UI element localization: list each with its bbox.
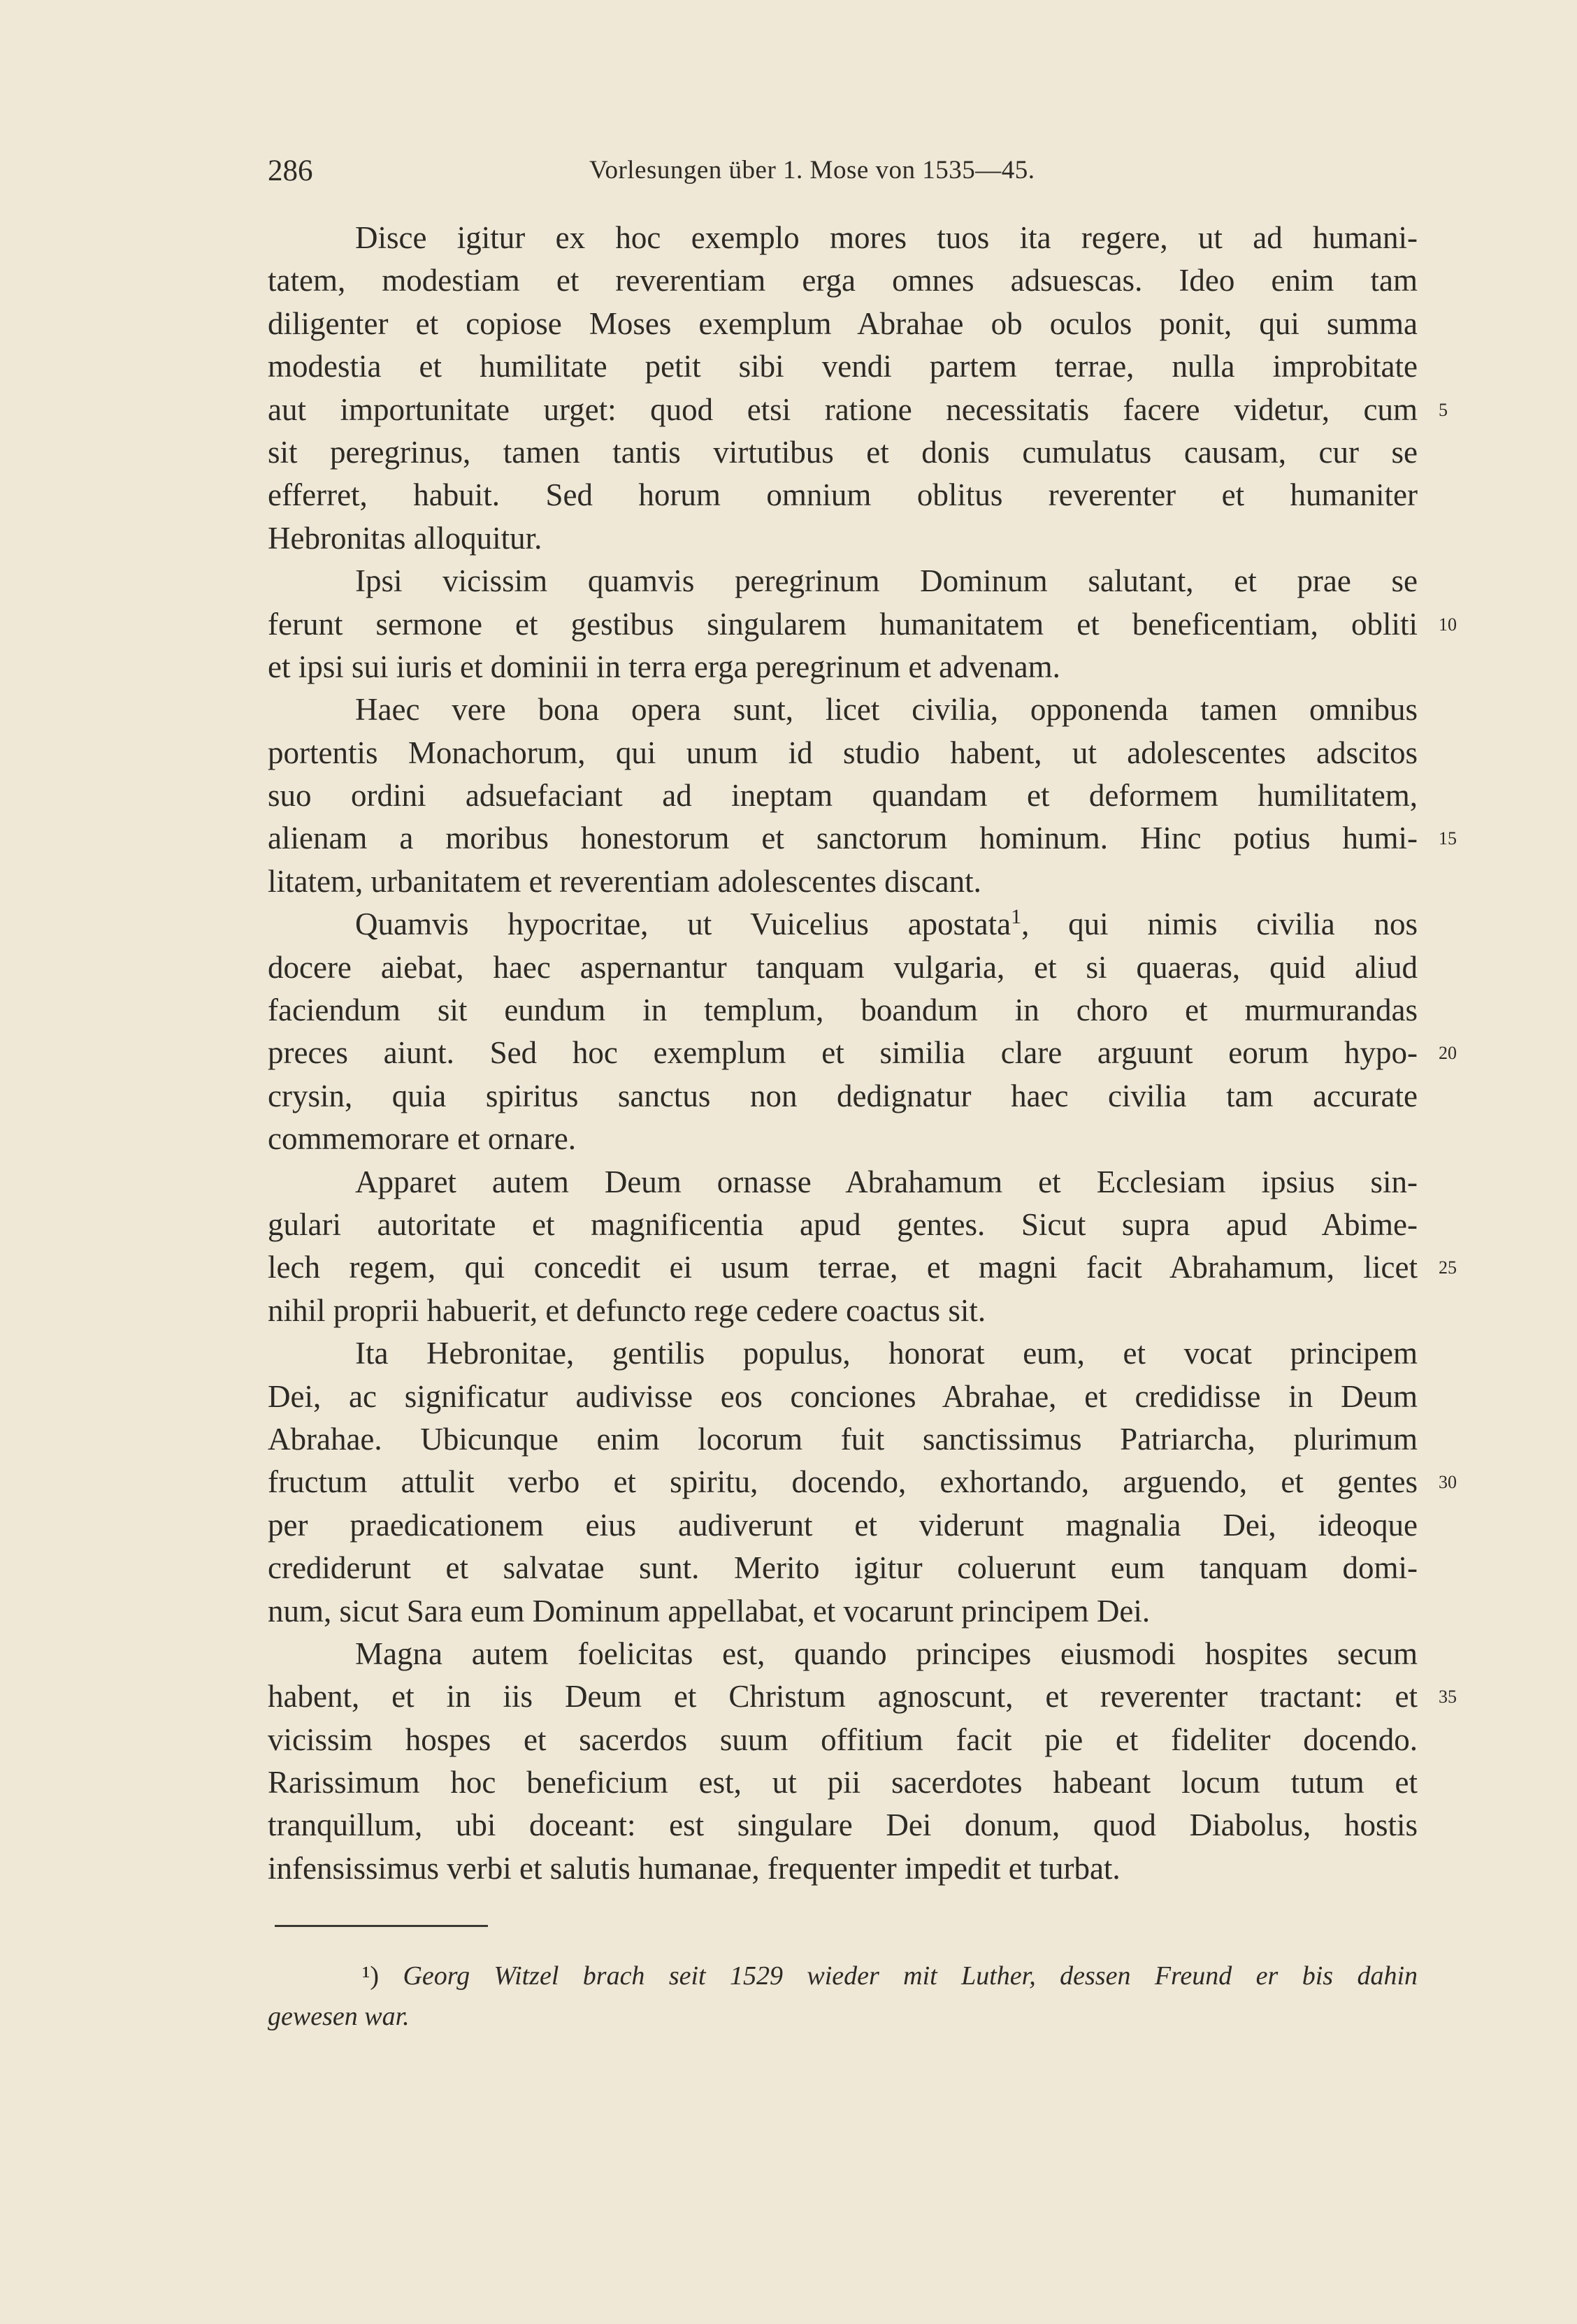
- text-line: [268, 732, 1418, 774]
- text-line: [268, 389, 1448, 431]
- text-line: [268, 989, 1418, 1032]
- line-text: Dei, ac significatur audivisse eos conciones Abrahae, et credidisse in Deum: [268, 1378, 1418, 1414]
- text-line: [268, 817, 1457, 860]
- line-text: modestia et humilitate petit sibi vendi partem terrae, nulla improbitate: [268, 349, 1418, 384]
- line-text: portentis Monachorum, qui unum id studio habent, ut adolescentes adscitos: [268, 735, 1418, 770]
- footnote-reference[interactable]: 1: [1011, 905, 1022, 929]
- text-line: [268, 1376, 1418, 1418]
- line-text: Abrahae. Ubicunque enim locorum fuit sanctissimus Patriarcha, plurimum: [268, 1421, 1418, 1457]
- line-text: crysin, quia spiritus sanctus non dedignatur haec civilia tam accurate: [268, 1078, 1418, 1113]
- text-line: [268, 1633, 1418, 1675]
- text-line: [268, 1032, 1457, 1074]
- line-text: vicissim hospes et sacerdos suum offitium facit pie et fideliter docendo.: [268, 1722, 1418, 1757]
- line-text: preces aiunt. Sed hoc exemplum et similia clare arguunt eorum hypo-: [268, 1035, 1418, 1071]
- text-line: [268, 1761, 1418, 1804]
- line-text: diligenter et copiose Moses exemplum Abrahae ob oculos ponit, qui summa: [268, 305, 1418, 341]
- text-line: [268, 560, 1418, 602]
- text-line: [268, 345, 1418, 388]
- line-text: docere aiebat, haec aspernantur tanquam vulgaria, et si quaeras, quid aliud: [268, 949, 1418, 985]
- text-line: [268, 1161, 1418, 1204]
- text-line: [268, 1290, 1418, 1332]
- running-head: [268, 154, 1418, 196]
- line-text: per praedicationem eius audiverunt et viderunt magnalia Dei, ideoque: [268, 1507, 1418, 1543]
- line-number: 5: [1439, 399, 1448, 420]
- text-line: [268, 1547, 1418, 1589]
- line-text: faciendum sit eundum in templum, boandum in choro et murmurandas: [268, 993, 1418, 1028]
- text-line: [268, 946, 1418, 989]
- running-title: Vorlesungen über 1. Mose von 1535—45.: [589, 156, 1035, 185]
- line-text: Quamvis hypocritae, ut Vuicelius apostata$^1$, qui nimis civilia nos: [355, 905, 1418, 942]
- text-line: [268, 474, 1418, 517]
- text-line: [268, 1418, 1418, 1461]
- line-text: aut importunitate urget: quod etsi ratione necessitatis facere videtur, cum: [268, 391, 1418, 427]
- line-text: fructum attulit verbo et spiritu, docendo, exhortando, arguendo, et gentes: [268, 1464, 1418, 1500]
- line-text: gulari autoritate et magnificentia apud gentes. Sicut supra apud Abime-: [268, 1206, 1418, 1242]
- text-line: [268, 603, 1457, 646]
- line-text: tranquillum, ubi doceant: est singulare Dei donum, quod Diabolus, hostis: [268, 1807, 1418, 1843]
- line-text: Ipsi vicissim quamvis peregrinum Dominum salutant, et prae se: [355, 563, 1418, 599]
- line-text: sit peregrinus, tamen tantis virtutibus et donis cumulatus causam, cur se: [268, 434, 1418, 470]
- footnote-text: Georg Witzel brach seit 1529 wieder mit Luther, dessen Freund er bis dahin: [403, 1961, 1418, 1991]
- text-line: [268, 1204, 1418, 1246]
- text-line: [268, 217, 1418, 259]
- footnote-mark: ¹): [362, 1961, 380, 1991]
- line-text: Ita Hebronitae, gentilis populus, honorat eum, et vocat principem: [355, 1336, 1418, 1371]
- footnote: [268, 1956, 1418, 2037]
- footnote-line: gewesen war.: [268, 2002, 410, 2031]
- text-line: [268, 860, 1418, 903]
- text-line: [268, 1590, 1418, 1633]
- line-text: litatem, urbanitatem et reverentiam adolescentes discant.: [268, 863, 981, 899]
- text-line: [268, 1719, 1418, 1761]
- line-text: num, sicut Sara eum Dominum appellabat, et vocarunt principem Dei.: [268, 1593, 1151, 1629]
- line-text: Magna autem foelicitas est, quando principes eiusmodi hospites secum: [355, 1636, 1418, 1671]
- text-line: [268, 903, 1418, 946]
- text-line: [268, 517, 1418, 560]
- text-line: [268, 646, 1418, 688]
- line-text: lech regem, qui concedit ei usum terrae, et magni facit Abrahamum, licet: [268, 1250, 1418, 1285]
- line-text: commemorare et ornare.: [268, 1121, 577, 1157]
- text-line: [268, 303, 1418, 345]
- text-line: [268, 1804, 1418, 1847]
- line-text: crediderunt et salvatae sunt. Merito igitur coluerunt eum tanquam domi-: [268, 1550, 1418, 1586]
- text-line: [268, 1675, 1457, 1718]
- footnote-divider: [275, 1925, 488, 1927]
- text-line: [268, 774, 1418, 817]
- page-number: 286: [268, 154, 313, 187]
- text-line: [268, 1246, 1457, 1289]
- text-line: [268, 1461, 1457, 1503]
- text-line: [268, 1118, 1418, 1160]
- line-text: tatem, modestiam et reverentiam erga omnes adsuescas. Ideo enim tam: [268, 263, 1418, 298]
- line-number: 25: [1439, 1257, 1457, 1278]
- line-number: 15: [1439, 828, 1457, 849]
- line-number: 10: [1439, 614, 1457, 635]
- line-number: 30: [1439, 1472, 1457, 1493]
- line-text: Apparet autem Deum ornasse Abrahamum et Ecclesiam ipsius sin-: [355, 1164, 1418, 1199]
- text-line: [268, 1075, 1418, 1118]
- line-text: nihil proprii habuerit, et defuncto rege cedere coactus sit.: [268, 1292, 986, 1328]
- line-text: Rarissimum hoc beneficium est, ut pii sacerdotes habeant locum tutum et: [268, 1765, 1418, 1800]
- line-text: infensissimus verbi et salutis humanae, frequenter impedit et turbat.: [268, 1850, 1121, 1886]
- line-text: Disce igitur ex hoc exemplo mores tuos ita regere, ut ad humani-: [355, 220, 1418, 255]
- line-number: 35: [1439, 1687, 1457, 1708]
- text-line: [268, 259, 1418, 302]
- line-text: alienam a moribus honestorum et sanctorum hominum. Hinc potius humi-: [268, 821, 1418, 856]
- footnote-line: [268, 1956, 1418, 1996]
- line-text: habent, et in iis Deum et Christum agnoscunt, et reverenter tractant: et: [268, 1679, 1418, 1715]
- text-line: [268, 1332, 1418, 1375]
- text-line: [268, 1504, 1418, 1547]
- line-text: ferunt sermone et gestibus singularem humanitatem et beneficentiam, obliti: [268, 606, 1418, 642]
- line-number: 20: [1439, 1043, 1457, 1064]
- text-line: [268, 1847, 1418, 1890]
- text-line: [268, 431, 1418, 474]
- line-text: efferret, habuit. Sed horum omnium oblitus reverenter et humaniter: [268, 477, 1418, 513]
- line-text: et ipsi sui iuris et dominii in terra erga peregrinum et advenam.: [268, 649, 1060, 684]
- line-text: suo ordini adsuefaciant ad ineptam quandam et deformem humilitatem,: [268, 778, 1418, 814]
- text-line: [268, 688, 1418, 731]
- main-text: [268, 217, 1457, 1890]
- line-text: Haec vere bona opera sunt, licet civilia, opponenda tamen omnibus: [355, 692, 1418, 728]
- line-text: Hebronitas alloquitur.: [268, 520, 542, 556]
